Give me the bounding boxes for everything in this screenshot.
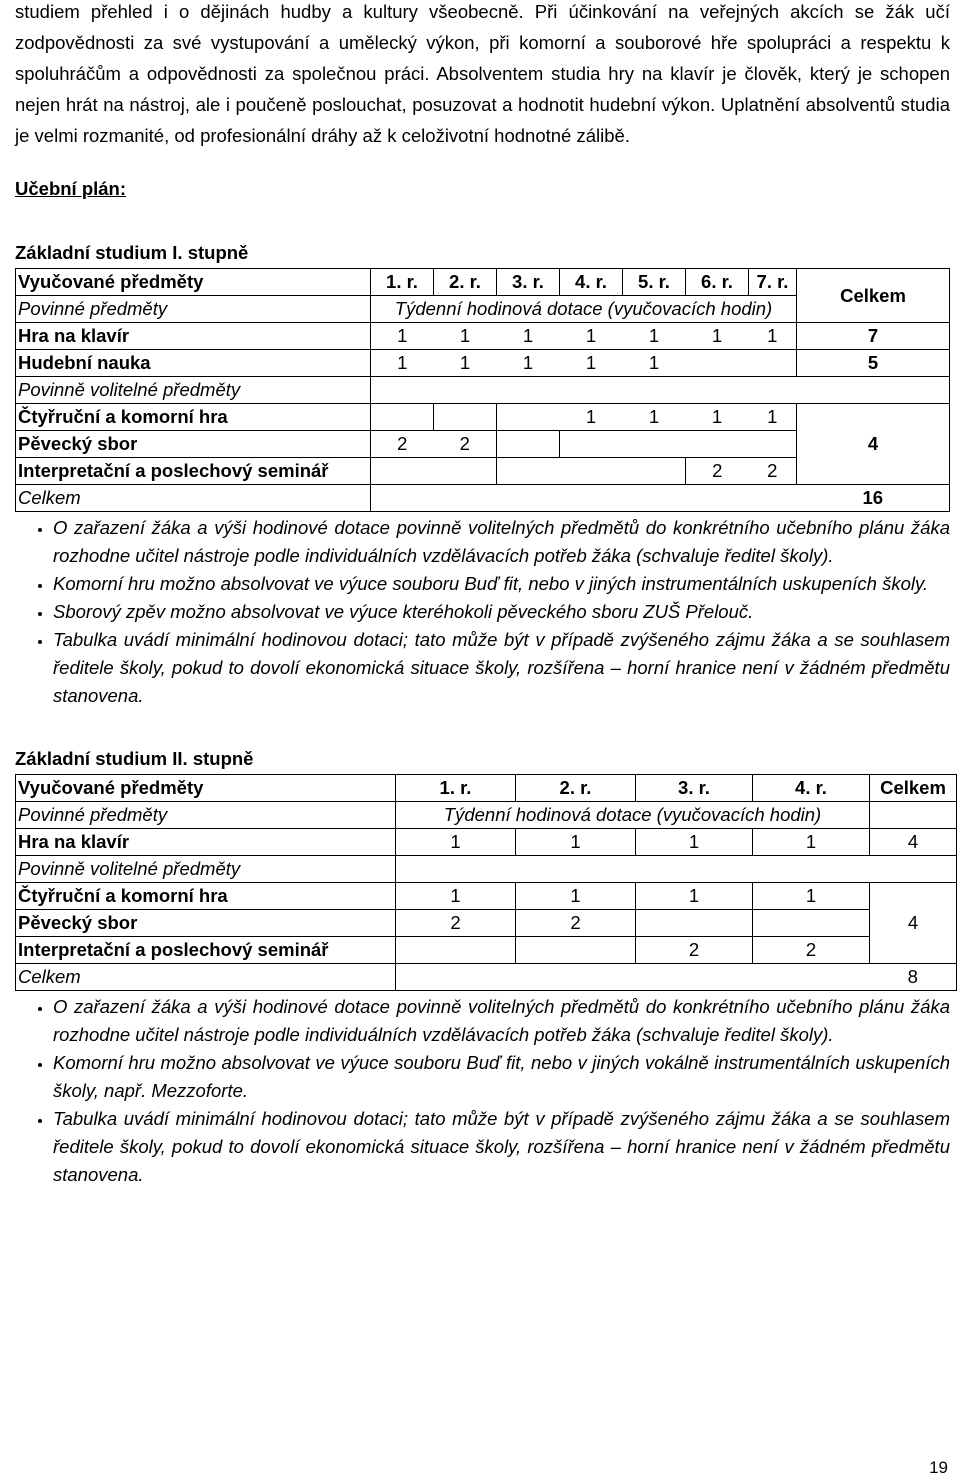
sum-label: Celkem bbox=[16, 485, 371, 512]
hours-cell: 1 bbox=[623, 404, 686, 431]
intro-paragraph: studiem přehled i o dějinách hudby a kultury všeobecně. Při účinkování na veřejných akcích se žák učí zodpovědnosti za své vystupování a umělecký výkon, při komorní a souborové hře spolupráci a respektu k spoluhráčům a odpovědnosti za společnou práci. Absolventem studia hry na klavír je člověk, který je schopen nejen hrát na nástroj, ale i poučeně poslouchat, posuzovat a hodnotit hudební výkon. Uplatnění absolventů studia je velmi rozmanité, od profesionální dráhy až k celoživotní hodnotné zálibě. bbox=[15, 1, 950, 146]
hours-cell bbox=[497, 431, 560, 458]
hours-cell: 1 bbox=[560, 404, 623, 431]
hours-cell: 1 bbox=[516, 829, 636, 856]
hours-cell bbox=[371, 458, 434, 485]
header-total: Celkem bbox=[797, 269, 950, 323]
header-year: 7. r. bbox=[749, 269, 797, 296]
header-year: 6. r. bbox=[686, 269, 749, 296]
hours-cell bbox=[749, 431, 797, 458]
list-item: • Komorní hru možno absolvovat ve výuce souboru Buď fit, nebo v jiných instrumentálních uskupeních školy. bbox=[53, 570, 950, 598]
hours-cell: 1 bbox=[434, 323, 497, 350]
mandatory-label: Povinné předměty bbox=[16, 296, 371, 323]
header-total: Celkem bbox=[870, 775, 957, 802]
subject-name: Čtyřruční a komorní hra bbox=[16, 883, 396, 910]
elective-total: 4 bbox=[870, 883, 957, 964]
table-row bbox=[16, 377, 950, 404]
hours-cell: 1 bbox=[371, 323, 434, 350]
hours-cell bbox=[686, 431, 749, 458]
hours-cell bbox=[686, 350, 749, 377]
page-number: 19 bbox=[929, 1458, 948, 1477]
document-page bbox=[15, 0, 950, 1189]
header-year: 3. r. bbox=[636, 775, 753, 802]
subject-name: Pěvecký sbor bbox=[16, 431, 371, 458]
header-subjects: Vyučované předměty bbox=[16, 269, 371, 296]
hours-cell: 1 bbox=[396, 883, 516, 910]
weekly-label: Týdenní hodinová dotace (vyučovacích hodin) bbox=[396, 802, 870, 829]
mandatory-label: Povinné předměty bbox=[16, 802, 396, 829]
hours-cell: 2 bbox=[753, 937, 870, 964]
weekly-label: Týdenní hodinová dotace (vyučovacích hodin) bbox=[371, 296, 797, 323]
hours-cell: 1 bbox=[623, 350, 686, 377]
hours-cell: 1 bbox=[371, 350, 434, 377]
table-row bbox=[16, 775, 957, 802]
hours-cell bbox=[497, 458, 560, 485]
subject-name: Interpretační a poslechový seminář bbox=[16, 458, 371, 485]
table-row bbox=[16, 910, 957, 937]
hours-cell bbox=[560, 458, 623, 485]
hours-cell: 1 bbox=[516, 883, 636, 910]
list-item: • Tabulka uvádí minimální hodinovou dotaci; tato může být v případě zvýšeného zájmu žáka a se souhlasem ředitele školy, pokud to dovolí ekonomická situace školy, rozšířena – horní hranice není v žádném předmětu stanovena. bbox=[53, 1105, 950, 1189]
hours-cell bbox=[560, 431, 623, 458]
table-row bbox=[16, 485, 950, 512]
table-row bbox=[16, 964, 957, 991]
hours-cell bbox=[636, 910, 753, 937]
subject-name: Čtyřruční a komorní hra bbox=[16, 404, 371, 431]
hours-cell bbox=[516, 937, 636, 964]
header-year: 3. r. bbox=[497, 269, 560, 296]
hours-cell: 1 bbox=[753, 883, 870, 910]
elective-label: Povinně volitelné předměty bbox=[16, 856, 396, 883]
hours-cell: 1 bbox=[396, 829, 516, 856]
hours-cell bbox=[434, 458, 497, 485]
row-total: 7 bbox=[797, 323, 950, 350]
hours-cell: 2 bbox=[749, 458, 797, 485]
table-row bbox=[16, 323, 950, 350]
table-row bbox=[16, 350, 950, 377]
header-year: 2. r. bbox=[516, 775, 636, 802]
subject-name: Interpretační a poslechový seminář bbox=[16, 937, 396, 964]
hours-cell: 1 bbox=[749, 323, 797, 350]
stage2-table bbox=[15, 774, 957, 991]
hours-cell: 2 bbox=[686, 458, 749, 485]
table-row bbox=[16, 856, 957, 883]
hours-cell bbox=[497, 404, 560, 431]
subject-name: Hra na klavír bbox=[16, 829, 396, 856]
row-total: 4 bbox=[870, 829, 957, 856]
hours-cell bbox=[623, 458, 686, 485]
sum-total: 16 bbox=[797, 485, 950, 512]
table-row bbox=[16, 802, 957, 829]
stage1-table bbox=[15, 268, 950, 512]
sum-label: Celkem bbox=[16, 964, 396, 991]
hours-cell: 1 bbox=[560, 323, 623, 350]
header-year: 5. r. bbox=[623, 269, 686, 296]
header-year: 4. r. bbox=[753, 775, 870, 802]
hours-cell: 1 bbox=[497, 323, 560, 350]
hours-cell: 1 bbox=[434, 350, 497, 377]
list-item: • Sborový zpěv možno absolvovat ve výuce kteréhokoli pěveckého sboru ZUŠ Přelouč. bbox=[53, 598, 950, 626]
hours-cell: 1 bbox=[497, 350, 560, 377]
hours-cell: 2 bbox=[636, 937, 753, 964]
hours-cell: 1 bbox=[560, 350, 623, 377]
hours-cell: 2 bbox=[371, 431, 434, 458]
header-year: 4. r. bbox=[560, 269, 623, 296]
list-item: • Komorní hru možno absolvovat ve výuce souboru Buď fit, nebo v jiných vokálně instrumentálních uskupeních školy, např. Mezzoforte. bbox=[53, 1049, 950, 1105]
list-item: • O zařazení žáka a výši hodinové dotace povinně volitelných předmětů do konkrétního učebního plánu žáka rozhodne učitel nástroje podle individuálních vzdělávacích potřeb žáka (schvaluje ředitel školy). bbox=[53, 993, 950, 1049]
subject-name: Pěvecký sbor bbox=[16, 910, 396, 937]
hours-cell: 2 bbox=[396, 910, 516, 937]
hours-cell bbox=[749, 350, 797, 377]
hours-cell: 1 bbox=[636, 829, 753, 856]
list-item: • O zařazení žáka a výši hodinové dotace povinně volitelných předmětů do konkrétního učebního plánu žáka rozhodne učitel nástroje podle individuálních vzdělávacích potřeb žáka (schvaluje ředitel školy). bbox=[53, 514, 950, 570]
hours-cell: 1 bbox=[686, 323, 749, 350]
elective-total: 4 bbox=[797, 404, 950, 485]
hours-cell bbox=[371, 404, 434, 431]
list-item: • Tabulka uvádí minimální hodinovou dotaci; tato může být v případě zvýšeného zájmu žáka a se souhlasem ředitele školy, pokud to dovolí ekonomická situace školy, rozšířena – horní hranice není v žádném předmětu stanovena. bbox=[53, 626, 950, 710]
table-row bbox=[16, 829, 957, 856]
hours-cell: 1 bbox=[753, 829, 870, 856]
row-total: 5 bbox=[797, 350, 950, 377]
table-row bbox=[16, 883, 957, 910]
table-row bbox=[16, 937, 957, 964]
stage2-title: Základní studium II. stupně bbox=[15, 748, 254, 769]
hours-cell bbox=[753, 910, 870, 937]
elective-label: Povinně volitelné předměty bbox=[16, 377, 371, 404]
stage1-title: Základní studium I. stupně bbox=[15, 242, 249, 263]
hours-cell bbox=[623, 431, 686, 458]
header-year: 2. r. bbox=[434, 269, 497, 296]
table-row bbox=[16, 404, 950, 431]
header-subjects: Vyučované předměty bbox=[16, 775, 396, 802]
hours-cell: 2 bbox=[434, 431, 497, 458]
subject-name: Hudební nauka bbox=[16, 350, 371, 377]
hours-cell: 1 bbox=[636, 883, 753, 910]
stage1-notes bbox=[15, 514, 950, 710]
stage2-notes bbox=[15, 993, 950, 1189]
subject-name: Hra na klavír bbox=[16, 323, 371, 350]
hours-cell: 1 bbox=[686, 404, 749, 431]
hours-cell bbox=[434, 404, 497, 431]
hours-cell: 1 bbox=[749, 404, 797, 431]
hours-cell: 2 bbox=[516, 910, 636, 937]
table-row bbox=[16, 269, 950, 296]
header-year: 1. r. bbox=[396, 775, 516, 802]
plan-heading: Učební plán: bbox=[15, 178, 127, 199]
hours-cell bbox=[396, 937, 516, 964]
header-year: 1. r. bbox=[371, 269, 434, 296]
hours-cell: 1 bbox=[623, 323, 686, 350]
sum-total: 8 bbox=[870, 964, 957, 991]
